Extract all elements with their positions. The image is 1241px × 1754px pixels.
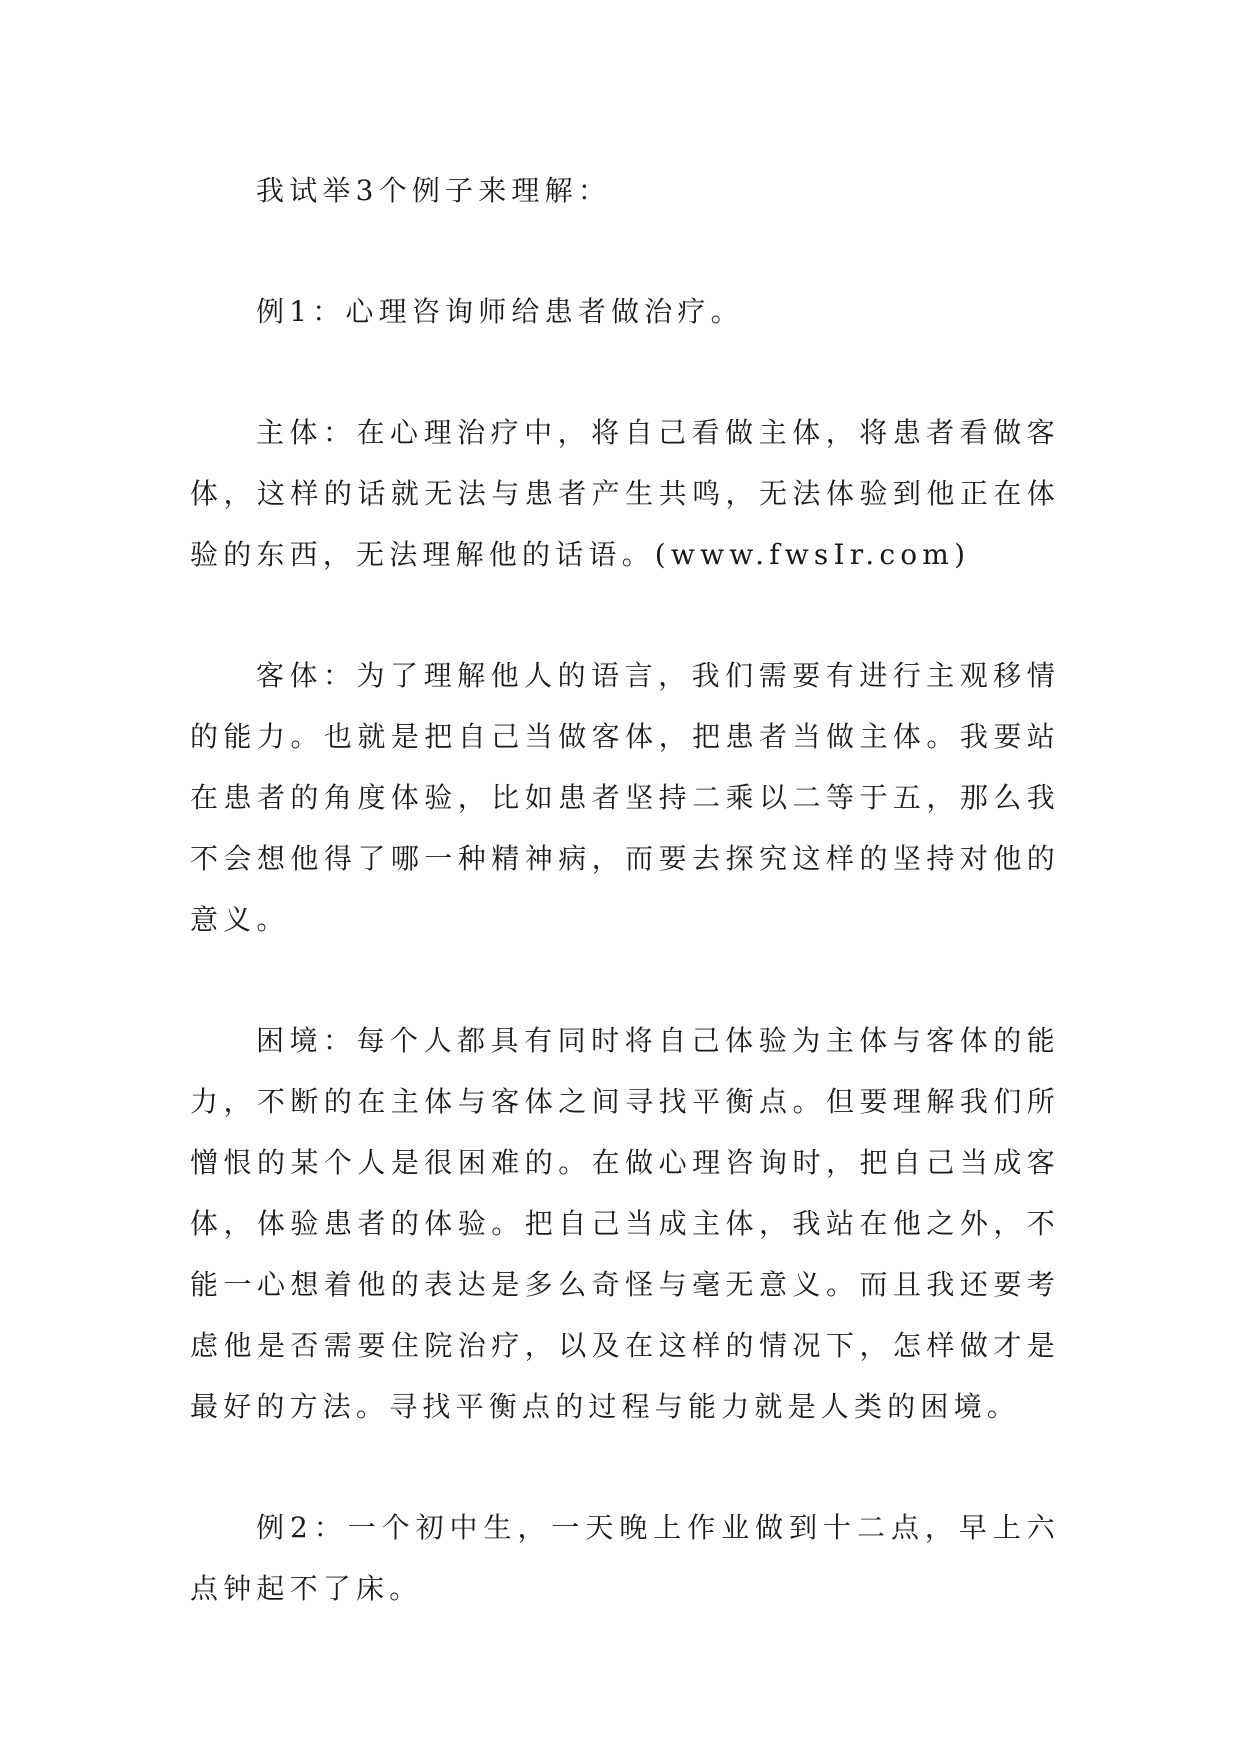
example-2-heading: 例2：一个初中生，一天晚上作业做到十二点，早上六点钟起不了床。 (190, 1511, 1060, 1605)
object-paragraph: 客体：为了理解他人的语言，我们需要有进行主观移情的能力。也就是把自己当做客体，把患者当做主体。我要站在患者的角度体验，比如患者坚持二乘以二等于五，那么我不会想他得了哪一种精神病，而要去探究这样的坚持对他的意义。 (190, 659, 1060, 936)
intro-paragraph: 我试举3个例子来理解： (256, 174, 612, 207)
example-1-heading: 例1：心理咨询师给患者做治疗。 (256, 295, 744, 328)
document-body (190, 160, 1060, 1619)
dilemma-paragraph: 困境：每个人都具有同时将自己体验为主体与客体的能力，不断的在主体与客体之间寻找平衡点。但要理解我们所憎恨的某个人是很困难的。在做心理咨询时，把自己当成客体，体验患者的体验。把自己当成主体，我站在他之外，不能一心想着他的表达是多么奇怪与毫无意义。而且我还要考虑他是否需要住院治疗，以及在这样的情况下，怎样做才是最好的方法。寻找平衡点的过程与能力就是人类的困境。 (190, 1024, 1060, 1423)
subject-paragraph: 主体：在心理治疗中，将自己看做主体，将患者看做客体，这样的话就无法与患者产生共鸣，无法体验到他正在体验的东西，无法理解他的话语。(www.fwsIr.com) (190, 416, 1060, 571)
